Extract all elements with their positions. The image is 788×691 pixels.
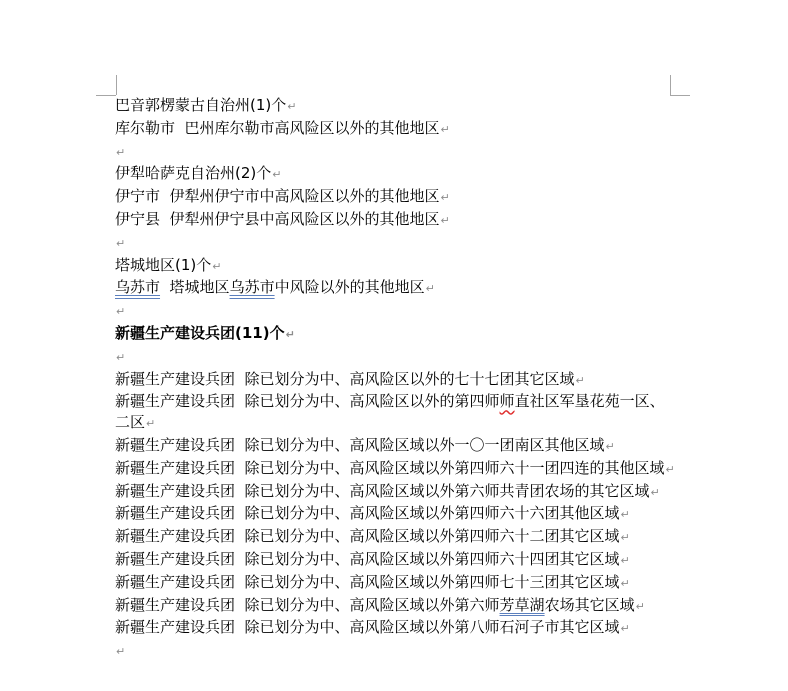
list-item: 乌苏市 塔城地区乌苏市中风险以外的其他地区↵	[115, 278, 435, 297]
empty-paragraph	[115, 300, 675, 323]
paragraph-mark: ↵	[605, 439, 615, 453]
section-heading: 新疆生产建设兵团(11)个↵	[115, 323, 295, 342]
empty-paragraph	[115, 346, 675, 369]
paragraph-mark: ↵	[440, 122, 450, 136]
underlined-term: 乌苏市	[115, 278, 161, 297]
paragraph-mark: ↵	[575, 373, 585, 387]
list-item: 新疆生产建设兵团 除已划分为中、高风险区域以外第四师六十六团其他区域↵	[115, 504, 630, 523]
list-item: 新疆生产建设兵团 除已划分为中、高风险区域以外第四师六十一团四连的其他区域↵	[115, 458, 675, 477]
empty-paragraph	[115, 141, 675, 164]
list-item: 新疆生产建设兵团 除已划分为中、高风险区域以外第四师六十四团其它区域↵	[115, 549, 630, 568]
paragraph-mark: ↵	[620, 508, 630, 522]
paragraph-mark: ↵	[285, 327, 295, 341]
spellcheck-marked-text: 师	[499, 392, 515, 411]
list-item: 新疆生产建设兵团 除已划分为中、高风险区以外的七十七团其它区域↵	[115, 369, 585, 388]
list-item: 新疆生产建设兵团 除已划分为中、高风险区域以外第八师石河子市其它区域↵	[115, 618, 630, 637]
paragraph-mark: ↵	[620, 553, 630, 567]
paragraph-mark: ↵	[635, 599, 645, 613]
document-body[interactable]	[115, 95, 675, 663]
section-heading: 巴音郭楞蒙古自治州(1)个↵	[115, 96, 297, 114]
paragraph-mark: ↵	[116, 350, 126, 364]
paragraph-mark: ↵	[650, 485, 660, 499]
paragraph-mark: ↵	[665, 462, 675, 476]
paragraph-mark: ↵	[272, 168, 282, 182]
list-item: 新疆生产建设兵团 除已划分为中、高风险区以外的第四师师直社区军垦花苑一区、二区↵	[115, 392, 665, 432]
section-heading: 伊犁哈萨克自治州(2)个↵	[115, 164, 282, 183]
paragraph-mark: ↵	[212, 259, 222, 273]
empty-paragraph	[115, 232, 675, 255]
underlined-term: 乌苏市	[229, 278, 275, 297]
list-item: 新疆生产建设兵团 除已划分为中、高风险区域以外第六师共青团农场的其它区域↵	[115, 481, 660, 500]
paragraph-mark: ↵	[440, 191, 450, 205]
paragraph-mark: ↵	[620, 576, 630, 590]
paragraph-mark: ↵	[287, 100, 297, 113]
list-item: 新疆生产建设兵团 除已划分为中、高风险区域以外一〇一团南区其他区域↵	[115, 435, 615, 454]
paragraph-mark: ↵	[620, 531, 630, 545]
paragraph-mark: ↵	[146, 417, 156, 431]
paragraph-mark: ↵	[116, 236, 126, 250]
paragraph-mark: ↵	[116, 305, 126, 319]
crop-mark-top-left	[116, 75, 117, 95]
paragraph-mark: ↵	[116, 645, 126, 659]
section-heading: 塔城地区(1)个↵	[115, 255, 222, 274]
list-item: 库尔勒市 巴州库尔勒市高风险区以外的其他地区↵	[115, 118, 450, 137]
crop-mark-top-left	[96, 95, 116, 96]
crop-mark-top-right	[670, 75, 671, 95]
list-item: 伊宁市 伊犁州伊宁市中高风险区以外的其他地区↵	[115, 187, 450, 206]
paragraph-mark: ↵	[116, 145, 126, 159]
list-item: 伊宁县 伊犁州伊宁县中高风险区以外的其他地区↵	[115, 209, 450, 228]
underlined-term: 芳草湖	[499, 595, 545, 614]
list-item: 新疆生产建设兵团 除已划分为中、高风险区域以外第四师七十三团其它区域↵	[115, 572, 630, 591]
empty-paragraph	[115, 640, 675, 663]
paragraph-mark: ↵	[425, 282, 435, 296]
paragraph-mark: ↵	[620, 622, 630, 636]
paragraph-mark: ↵	[440, 213, 450, 227]
list-item: 新疆生产建设兵团 除已划分为中、高风险区域以外第四师六十二团其它区域↵	[115, 527, 630, 546]
list-item: 新疆生产建设兵团 除已划分为中、高风险区域以外第六师芳草湖农场其它区域↵	[115, 595, 645, 614]
